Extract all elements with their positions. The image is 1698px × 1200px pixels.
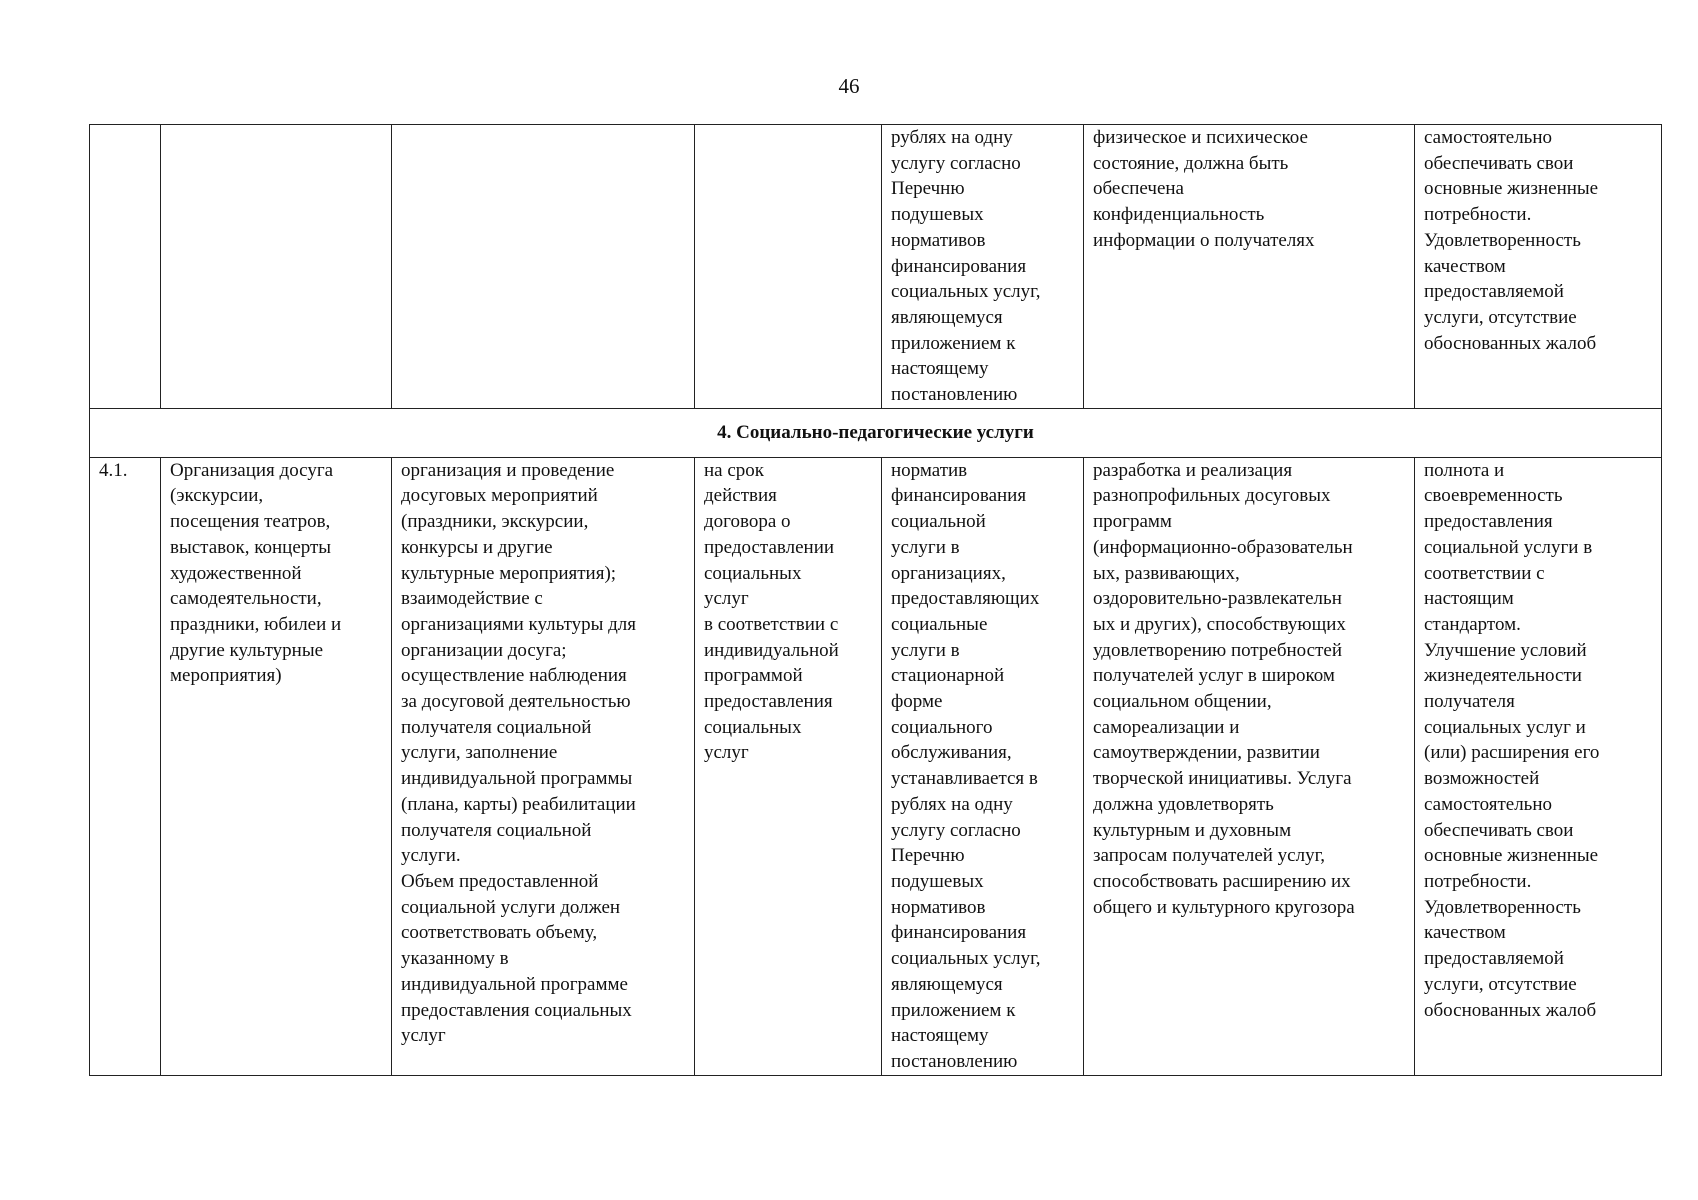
table-row [90, 457, 1662, 1075]
cell-service-name [161, 125, 392, 409]
cell-service-name: Организация досуга (экскурсии, посещения театров, выставок, концерты художественной самодеятельности, праздники, юбилеи и другие культурные мероприятия) [161, 457, 392, 1075]
services-table [89, 124, 1662, 1076]
cell-conditions: физическое и психическое состояние, должна быть обеспечена конфиденциальность информации о получателях [1084, 125, 1415, 409]
cell-conditions: разработка и реализация разнопрофильных досуговых программ (информационно-образовательн ых, развивающих, оздоровительно-развлекательн ых и других), способствующих удовлетворению потребностей получателей услуг в широком социальном общении, самореализации и самоутверждении, развитии творческой инициативы. Услуга должна удовлетворять культурным и духовным запросам получателей услуг, способствовать расширению их общего и культурного кругозора [1084, 457, 1415, 1075]
cell-number: 4.1. [90, 457, 161, 1075]
cell-description: организация и проведение досуговых мероприятий (праздники, экскурсии, конкурсы и другие культурные мероприятия); взаимодействие с организациями культуры для организации досуга; осуществление наблюдения за досуговой деятельностью получателя социальной услуги, заполнение индивидуальной программы (плана, карты) реабилитации получателя социальной услуги. Объем предоставленной социальной услуги должен соответствовать объему, указанному в индивидуальной программе предоставления социальных услуг [392, 457, 695, 1075]
cell-term [695, 125, 882, 409]
cell-description [392, 125, 695, 409]
cell-evaluation: самостоятельно обеспечивать свои основные жизненные потребности. Удовлетворенность качеством предоставляемой услуги, отсутствие обоснованных жалоб [1415, 125, 1662, 409]
cell-number [90, 125, 161, 409]
table-row-continuation [90, 125, 1662, 409]
page-number: 46 [838, 74, 860, 98]
cell-financing: норматив финансирования социальной услуги в организациях, предоставляющих социальные услуги в стационарной форме социального обслуживания, устанавливается в рублях на одну услугу согласно Перечню подушевых нормативов финансирования социальных услуг, являющемуся приложением к настоящему постановлению [882, 457, 1084, 1075]
cell-term: на срок действия договора о предоставлении социальных услуг в соответствии с индивидуальной программой предоставления социальных услуг [695, 457, 882, 1075]
cell-financing: рублях на одну услугу согласно Перечню подушевых нормативов финансирования социальных услуг, являющемуся приложением к настоящему постановлению [882, 125, 1084, 409]
section-header-row [90, 408, 1662, 457]
section-title: 4. Социально-педагогические услуги [90, 408, 1662, 457]
cell-evaluation: полнота и своевременность предоставления социальной услуги в соответствии с настоящим стандартом. Улучшение условий жизнедеятельности получателя социальных услуг и (или) расширения его возможностей самостоятельно обеспечивать свои основные жизненные потребности. Удовлетворенность качеством предоставляемой услуги, отсутствие обоснованных жалоб [1415, 457, 1662, 1075]
